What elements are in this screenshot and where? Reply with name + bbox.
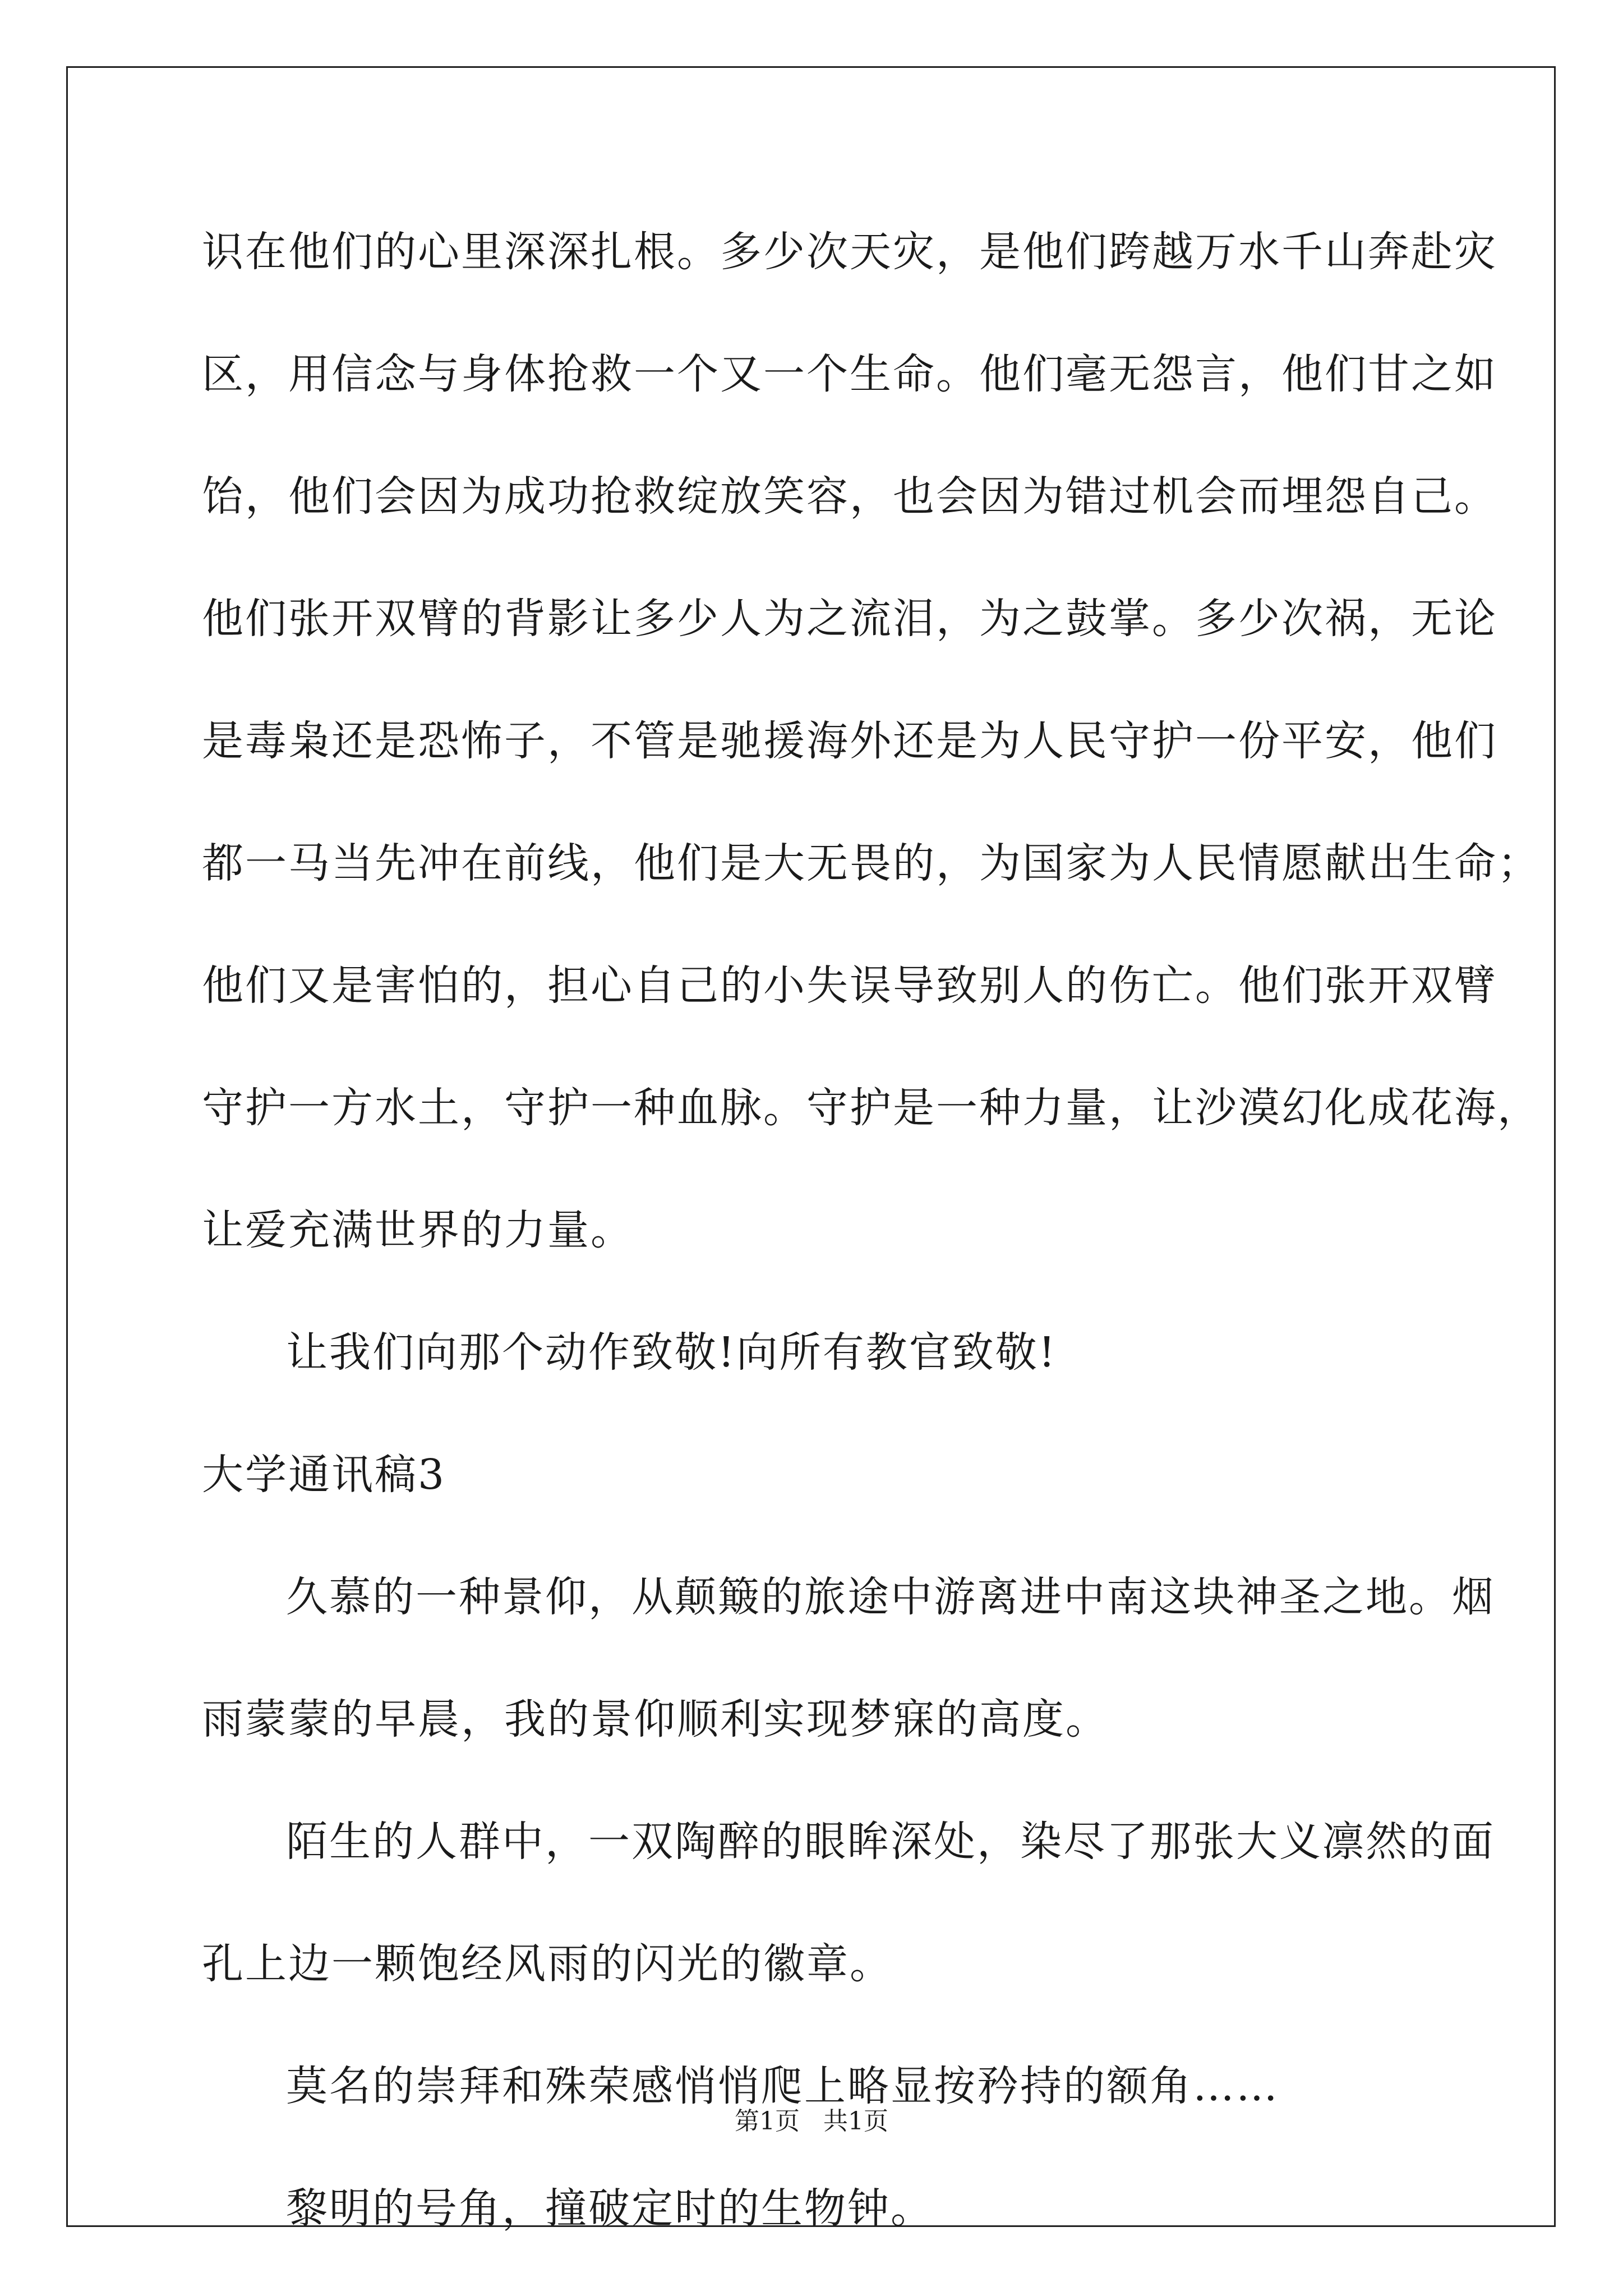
section-heading: 大学通讯稿3 (202, 1451, 446, 1499)
text-line-3: 饴，他们会因为成功抢救绽放笑容，也会因为错过机会而埋怨自己。 (202, 472, 1497, 521)
text-line-8: 守护一方水土，守护一种血脉。守护是一种力量，让沙漠幻化成花海， (202, 1084, 1541, 1132)
text-line-13: 雨蒙蒙的早晨，我的景仰顺利实现梦寐的高度。 (202, 1695, 1109, 1743)
text-line-6: 都一马当先冲在前线，他们是大无畏的，为国家为人民情愿献出生命； (202, 839, 1541, 887)
text-line-10: 让我们向那个动作致敬!向所有教官致敬! (286, 1328, 1057, 1377)
text-line-12: 久慕的一种景仰，从颠簸的旅途中游离进中南这块神圣之地。烟 (286, 1573, 1495, 1621)
text-line-2: 区，用信念与身体抢救一个又一个生命。他们毫无怨言，他们甘之如 (202, 350, 1497, 398)
text-line-9: 让爱充满世界的力量。 (202, 1206, 634, 1254)
text-line-4: 他们张开双臂的背影让多少人为之流泪，为之鼓掌。多少次祸，无论 (202, 595, 1497, 643)
text-line-15: 孔上边一颗饱经风雨的闪光的徽章。 (202, 1940, 893, 1988)
page-footer: 第1页 共1页 (735, 2107, 888, 2136)
text-line-1: 识在他们的心里深深扎根。多少次天灾，是他们跨越万水千山奔赴灾 (202, 228, 1497, 276)
text-line-16: 莫名的崇拜和殊荣感悄悄爬上略显按矜持的额角…… (286, 2062, 1279, 2110)
text-line-14: 陌生的人群中，一双陶醉的眼眸深处，染尽了那张大义凛然的面 (286, 1818, 1495, 1866)
text-line-17: 黎明的号角，撞破定时的生物钟。 (286, 2184, 934, 2233)
text-line-7: 他们又是害怕的，担心自己的小失误导致别人的伤亡。他们张开双臂 (202, 961, 1497, 1010)
document-body (202, 214, 1541, 2293)
text-line-5: 是毒枭还是恐怖子，不管是驰援海外还是为人民守护一份平安，他们 (202, 717, 1497, 765)
